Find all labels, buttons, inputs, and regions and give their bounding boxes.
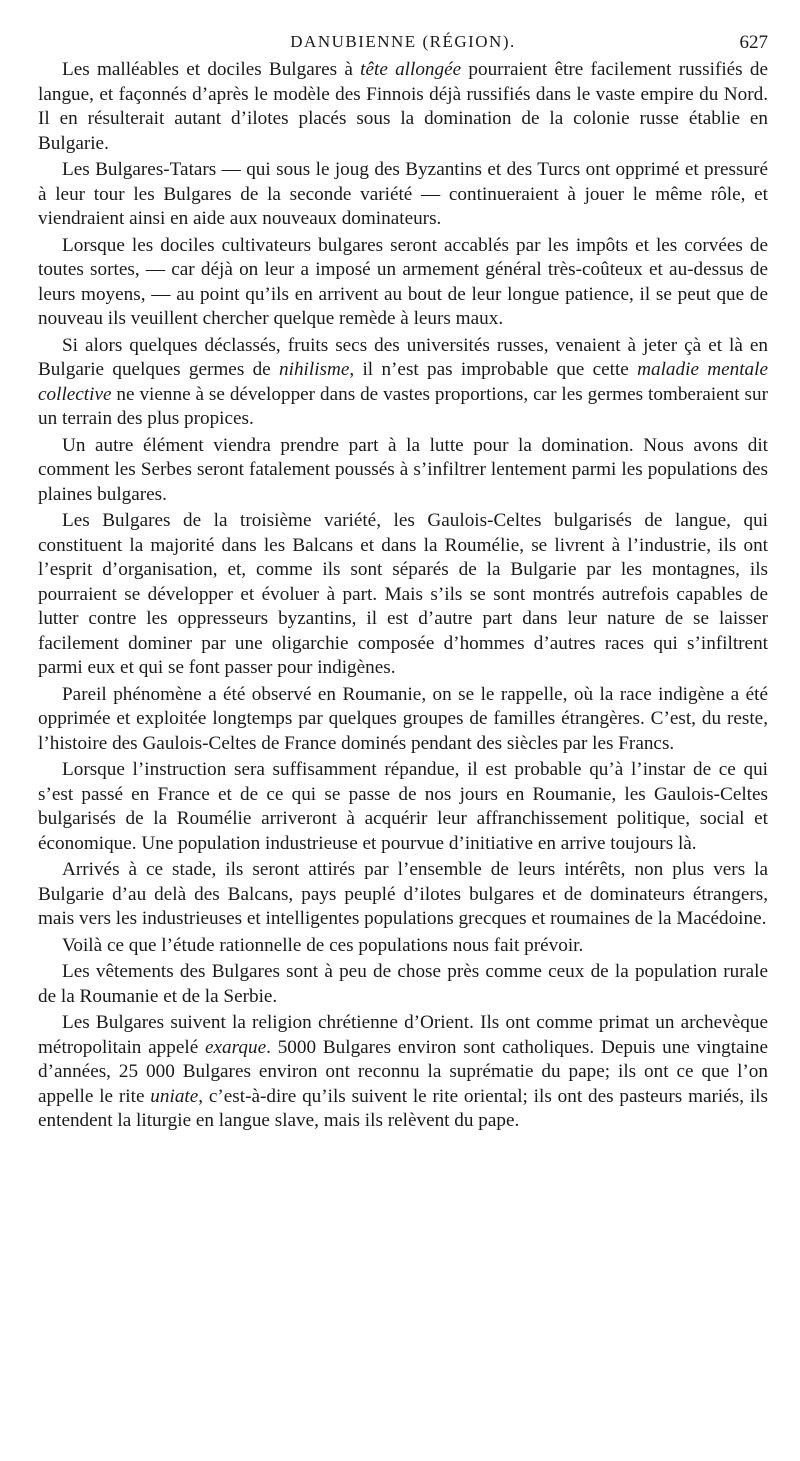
page-header (38, 28, 768, 58)
paragraph-10: Voilà ce que l’étude rationnelle de ces populations nous fait prévoir. (62, 934, 584, 956)
running-head: DANUBIENNE (RÉGION). (290, 32, 516, 51)
italic-term: tête allongée (360, 59, 462, 80)
paragraph-7: Pareil phénomène a été observé en Roumanie, on se le rappelle, où la race indigène a été opprimée et exploitée longtemps par quelques groupes de familles étrangères. C’est, du reste, l’histoire des Gaulois-Celtes de France dominés pendant des siècles par les Francs. (38, 683, 768, 754)
italic-term: maladie mentale collective (38, 359, 768, 405)
page-number: 627 (739, 32, 768, 53)
paragraph-2: Les Bulgares-Tatars — qui sous le joug des Byzantins et des Turcs ont opprimé et pressuré à leur tour les Bulgares de la seconde variété — continueraient à jouer le même rôle, et viendraient ainsi en aide aux nouveaux dominateurs. (38, 159, 768, 229)
italic-term: uniate (150, 1085, 199, 1107)
paragraph-1: Les malléables et dociles Bulgares à tête allongée pourraient être facilement russifiés de langue, et façonnés d’après le modèle des Finnois déjà russifiés dans le vaste empire du Nord. Il en résulterait autant d’ilotes placés sous la domination de la colonie russe établie en Bulgarie. (38, 59, 769, 154)
book-page (38, 28, 768, 1134)
paragraph-8: Lorsque l’instruction sera suffisamment répandue, il est probable qu’à l’instar de ce qui s’est passé en France et de ce qui se passe de nos jours en Roumanie, les Gaulois-Celtes bulgarisés de la Roumélie arriveront à acquérir leur affranchissement politique, social et économique. Une population industrieuse et pourvue d’initiative en arrive toujours là. (38, 759, 768, 854)
paragraph-9: Arrivés à ce stade, ils seront attirés par l’ensemble de leurs intérêts, non plus vers la Bulgarie d’au delà des Balcans, pays peuplé d’ilotes bulgares et de dominateurs étrangers, mais vers les industrieuses et intelligentes populations grecques et roumaines de la Macédoine. (38, 859, 768, 929)
paragraph-11: Les vêtements des Bulgares sont à peu de chose près comme ceux de la population rurale de la Roumanie et de la Serbie. (38, 961, 768, 1007)
paragraph-6: Les Bulgares de la troisième variété, les Gaulois-Celtes bulgarisés de langue, qui constituent la majorité dans les Balcans et dans la Roumélie, se livrent à l’industrie, ils ont l’esprit d’organisation, et, comme ils sont séparés de la Bulgarie par les montagnes, ils pourraient se développer et évoluer à part. Mais s’ils se sont montrés autrefois capables de lutter contre les oppresseurs byzantins, il est d’autre part dans leur nature de se laisser facilement dominer par une oligarchie composée d’hommes d’autres races qui s’infiltrent parmi eux et qui se font passer pour indigènes. (38, 510, 768, 678)
italic-term: exarque (205, 1036, 267, 1058)
paragraph-12: Les Bulgares suivent la religion chrétienne d’Orient. Ils ont comme primat un archevèque métropolitain appelé exarque. 5000 Bulgares environ sont catholiques. Depuis une vingtaine d’années, 25 000 Bulgares environ ont reconnu la suprématie du pape; ils ont ce que l’on appelle le rite uniate, c’est-à-dire qu’ils suivent le rite oriental; ils ont des pasteurs mariés, ils entendent la liturgie en langue slave, mais ils relèvent du pape. (38, 1012, 768, 1131)
paragraph-5: Un autre élément viendra prendre part à la lutte pour la domination. Nous avons dit comment les Serbes seront fatalement poussés à s’infiltrer lentement parmi les populations des plaines bulgares. (38, 434, 768, 505)
italic-term: nihilisme (279, 359, 350, 380)
paragraph-4: Si alors quelques déclassés, fruits secs des universités russes, venaient à jeter çà et là en Bulgarie quelques germes de nihilisme, il n’est pas improbable que cette maladie mentale collective ne vienne à se développer dans de vastes proportions, car les germes tomberaient sur un terrain des plus propices. (38, 334, 768, 429)
body-text (38, 58, 768, 1134)
paragraph-3: Lorsque les dociles cultivateurs bulgares seront accablés par les impôts et les corvées de toutes sortes, — car déjà on leur a imposé un armement général très-coûteux et au-dessus de leurs moyens, — au point qu’ils en arrivent au bout de leur longue patience, il se peut que de nouveau ils veuillent chercher quelque remède à leurs maux. (38, 234, 768, 329)
